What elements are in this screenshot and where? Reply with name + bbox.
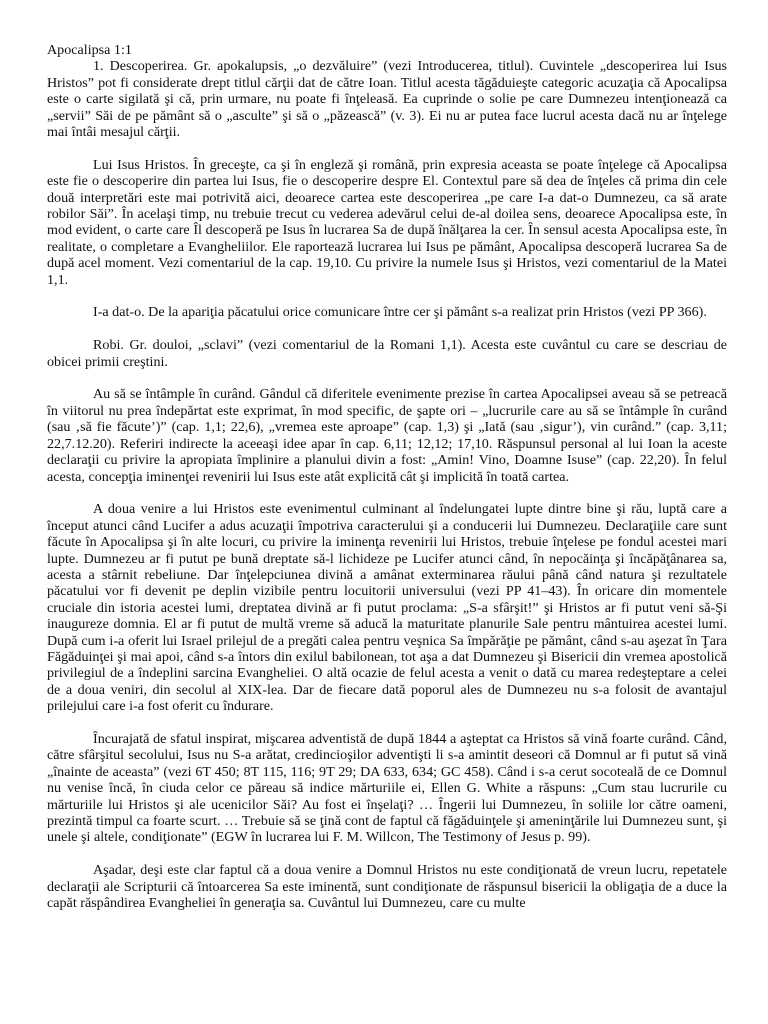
paragraph-asadar: Aşadar, deşi este clar faptul că a doua venire a Domnul Hristos nu este condiţionată de vreun lucru, repetatele declaraţii ale Scripturii că întoarcerea Sa este iminentă, sunt condiţionate de răspunsul bisericii la obligaţia de a duce la capăt răspândirea Evangheliei în generaţia sa. Cuvântul lui Dumnezeu, care cu multe (47, 862, 727, 912)
document-heading: Apocalipsa 1:1 (47, 42, 132, 58)
paragraph-incurajata: Încurajată de sfatul inspirat, mişcarea adventistă de după 1844 a aşteptat ca Hristos să vină foarte curând. Când, către sfârşitul secolului, Isus nu S-a arătat, credincioşilor adventişti li s-a amintit deseori că Domnul ar fi putut să vină „înainte de aceasta” (vezi 6T 450; 8T 115, 116; 9T 29; DA 633, 634; GC 458). Când i s-a cerut socoteală de ce Domnul nu venise încă, în ciuda celor ce păreau să indice mărturiile ei, Ellen G. White a răspuns: „Cum stau lucrurile cu mărturiile lui Hristos şi ale ucenicilor Săi? Au fost ei înşelaţi? … Îngerii lui Dumnezeu, în soliile lor către oameni, prezintă timpul ca foarte scurt. … Trebuie să se ţină cont de faptul că făgăduinţele şi ameninţările lui Dumnezeu sunt, şi unele şi altele, condiţionate” (EGW în lucrarea lui F. M. Willcon, The Testimony of Jesus p. 99). (47, 730, 727, 846)
paragraph-i-a-dat-o: I-a dat-o. De la apariţia păcatului orice comunicare între cer şi pământ s-a realizat prin Hristos (vezi PP 366). (93, 304, 707, 321)
paragraph-robi: Robi. Gr. douloi, „sclavi” (vezi comentariul de la Romani 1,1). Acesta este cuvântul cu care se descriau de obicei primii creştini. (47, 337, 727, 370)
document-page (47, 42, 727, 928)
paragraph-a-doua-venire: A doua venire a lui Hristos este evenimentul culminant al îndelungatei lupte dintre bine şi rău, luptă care a început atunci când Lucifer a adus acuzaţii împotriva caracterului şi a conducerii lui Dumnezeu. Declaraţiile care sunt făcute în Apocalipsa şi în alte locuri, cu privire la iminenţa revenirii lui Hristos, trebuie înţelese pe fondul acestei mari lupte. Dumnezeu ar fi putut pe bună dreptate să-l lichideze pe Lucifer atunci când, în nepocăinţa şi încăpăţânarea sa, acesta a stârnit rebeliune. Dar înţelepciunea divină a amânat exterminarea răului până când natura şi rezultatele păcatului vor fi devenit pe deplin vizibile pentru locuitorii universului (vezi PP 41–43). În oricare din momentele cruciale din istoria acestei lumi, dreptatea divină ar fi putut proclama: „S-a sfârşit!” şi Hristos ar fi putut veni să-Şi inaugureze domnia. El ar fi putut de multă vreme să aducă la maturitate planurile Sale pentru mântuirea acestei lumi. După cum i-a oferit lui Israel prilejul de a pregăti calea pentru veşnica Sa împărăţie pe pământ, când s-au aşezat în Ţara Făgăduinţei şi mai apoi, când s-a întors din exilul babilonean, tot aşa a dat Dumnezeu şi Bisericii din vremea apostolică privilegiul de a îndeplini sarcina Evangheliei. O altă ocazie de felul acesta a venit o dată cu marea redeşteptare a celei de a doua veniri, din secolul al XIX-lea. Dar de fiecare dată poporul ales de Dumnezeu nu s-a folosit de avantajul prilejului care i-a fost oferit cu îndurare. (47, 501, 727, 715)
paragraph-descoperirea: 1. Descoperirea. Gr. apokalupsis, „o dezvăluire” (vezi Introducerea, titlul). Cuvintele „descoperirea lui Isus Hristos” pot fi considerate drept titlul cărţii dat de către Ioan. Titlul acesta tăgăduieşte categoric acuzaţia că Apocalipsa este o carte sigilată şi că, prin urmare, nu poate fi înţeleasă. Ea cuprinde o solie pe care Dumnezeu intenţionează ca „servii” Săi de pe pământ să o „asculte” şi să o „păzească” (v. 3). Ei nu ar putea face lucrul acesta dacă nu ar înţelege mai întâi mesajul cărţii. (47, 58, 727, 141)
paragraph-au-sa-se-intample: Au să se întâmple în curând. Gândul că diferitele evenimente prezise în cartea Apocalipsei aveau să se petreacă în viitorul nu prea îndepărtat este exprimat, în mod specific, de şapte ori – „lucrurile care au să se întâmple în curând (sau ‚să fie făcute’)” (cap. 1,1; 22,6), „vremea este aproape” (cap. 1,3) şi „Iată (sau ‚sigur’), vin curând.” (cap. 3,11; 22,7.12.20). Referiri indirecte la aceeaşi idee apar în cap. 6,11; 12,12; 17,10. Răspunsul personal al lui Ioan la aceste declaraţii cu privire la apropiata împlinire a planului divin a fost: „Amin! Vino, Doamne Isuse” (cap. 22,20). În felul acesta, concepţia iminenţei revenirii lui Isus este atât explicită cât şi implicită în toată cartea. (47, 386, 727, 485)
paragraph-lui-isus-hristos: Lui Isus Hristos. În greceşte, ca şi în engleză şi română, prin expresia aceasta se poate înţelege că Apocalipsa este fie o descoperire din partea lui Isus, fie o descoperire despre El. Contextul pare să dea de înţeles că prima din cele două interpretări este mai potrivită aici, deoarece cartea este descoperirea „pe care I-a dat-o Dumnezeu, ca să arate robilor Săi”. În acelaşi timp, nu trebuie trecut cu vederea adevărul celui de-al doilea sens, deoarece Apocalipsa este, în mod evident, o carte care Îl descoperă pe Isus în lucrarea Sa de după înălţarea la cer. În sensul acesta Apocalipsa este, în realitate, o completare a Evangheliilor. Ele raportează lucrarea lui Isus pe pământ, Apocalipsa descoperă lucrarea Sa de după acel moment. Vezi comentariul de la cap. 19,10. Cu privire la numele Isus şi Hristos, vezi comentariul de la Matei 1,1. (47, 156, 727, 288)
